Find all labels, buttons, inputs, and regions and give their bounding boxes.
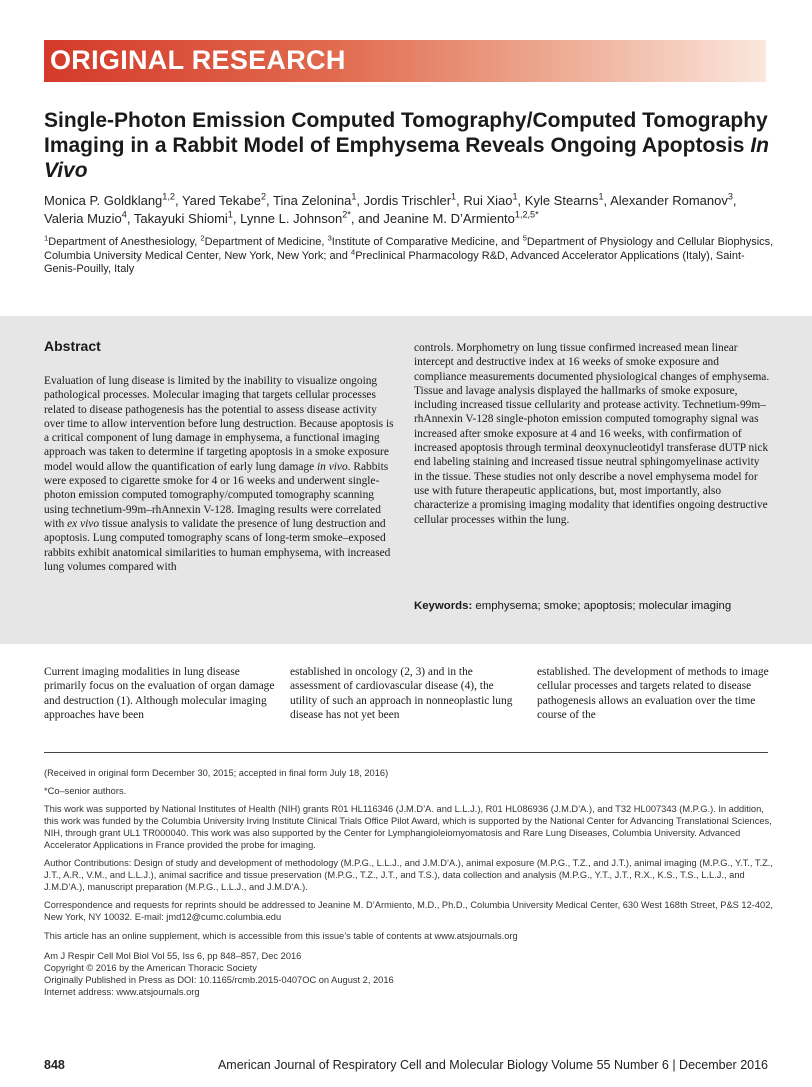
title-italic-text: In Vivo (44, 134, 769, 182)
citation-note: Am J Respir Cell Mol Biol Vol 55, Iss 6, pp 848–857, Dec 2016 (44, 951, 302, 961)
author-list (44, 192, 774, 228)
abstract-text: tissue analysis to validate the presence of lung destruction and apoptosis. Lung computed tomography scans of long-term smoke–exposed rabbits exhibit anatomical similarities to human emphysema, with increased lung volumes compared with (44, 517, 391, 573)
article-type-banner (44, 40, 766, 82)
author-affiliation-sup: 1 (512, 191, 518, 202)
author-name: Kyle Stearns (524, 193, 599, 208)
page-number: 848 (44, 1058, 65, 1072)
journal-footer: American Journal of Respiratory Cell and Molecular Biology Volume 55 Number 6 | December 2016 (217, 1058, 768, 1072)
contributions-note: Author Contributions: Design of study and development of methodology (M.P.G., L.L.J., and J.M.D’A.), animal exposure (M.P.G., T.Z., and J.T.), animal imaging (M.P.G., Y.T., T.Z., J.T., A.R., V.M., and L.L.J.), animal sacrifice and tissue preservation (M.P.G., T.Z., J.T., and T.S.), data collection and analysis (M.P.G., Y.T., J.T., R.X., K.S., T.S., L.L.J., and J.M.D’A.), manuscript preparation (M.P.G., L.L.J., and J.M.D’A.). (44, 858, 773, 892)
author-separator: , (517, 193, 525, 208)
affil-sup: 2 (200, 233, 205, 243)
correspondence-note: Correspondence and requests for reprints should be addressed to Jeanine M. D’Armiento, M.D., Ph.D., Columbia University Medical Center, 630 West 168th Street, P&S 12-402, New York, NY 10032. E-mail: jmd12@cumc.columbia.edu (44, 900, 773, 922)
body-column-3: established. The development of methods to image cellular processes and targets related to disease pathogenesis allows an evaluation over the time course of the (537, 666, 769, 722)
author-affiliation-sup: 1,2 (162, 191, 175, 202)
cosenior-note: *Co–senior authors. (44, 786, 127, 796)
author-name: Takayuki Shiomi (133, 211, 228, 226)
body-column-1: Current imaging modalities in lung disease primarily focus on the evaluation of organ damage and destruction (1). Although molecular imaging approaches have been (44, 666, 275, 722)
received-note: (Received in original form December 30, 2015; accepted in final form July 18, 2016) (44, 768, 389, 778)
affil-sup: 5 (522, 233, 527, 243)
author-separator: , (356, 193, 364, 208)
article-title (44, 108, 774, 183)
abstract-italic: in vivo (316, 460, 348, 473)
author-name: Tina Zelonina (273, 193, 352, 208)
author-separator: , (456, 193, 464, 208)
keywords-text: emphysema; smoke; apoptosis; molecular imaging (472, 600, 732, 612)
author-affiliation-sup: 2* (342, 209, 351, 220)
author-name: Monica P. Goldklang (44, 193, 163, 208)
author-separator: , (174, 193, 182, 208)
author-name: Rui Xiao (463, 193, 513, 208)
author-name: Yared Tekabe (181, 193, 261, 208)
author-name: Jordis Trischler (363, 193, 452, 208)
keywords-label: Keywords: (414, 600, 473, 612)
author-affiliation-sup: 2 (260, 191, 267, 202)
author-name: Alexander Romanov (610, 193, 728, 208)
author-separator: , (126, 211, 134, 226)
author-affiliation-sup: 1 (598, 191, 604, 202)
author-separator: , and (350, 211, 384, 226)
affil-sup: 4 (350, 246, 356, 256)
doi-note: Originally Published in Press as DOI: 10.1165/rcmb.2015-0407OC on August 2, 2016 (44, 975, 394, 985)
affil-text: Department of Medicine, (204, 236, 328, 248)
title-text: Single-Photon Emission Computed Tomography/Computed Tomography Imaging in a Rabbit Model of Emphysema Reveals Ongoing Apoptosis (44, 109, 768, 157)
author-affiliation-sup: 4 (121, 209, 127, 220)
author-affiliation-sup: 3 (727, 191, 733, 202)
affil-text: Institute of Comparative Medicine, and (331, 236, 523, 248)
author-affiliation-sup: 1 (227, 209, 233, 220)
abstract-text: . Rabbits were exposed to cigarette smoke for 4 or 16 weeks and underwent single-photon emission computed tomography/computed tomography scanning using technetium-99m–rhAnnexin V-128. Imaging results were correlated with (44, 460, 389, 530)
body-column-2: established in oncology (2, 3) and in the assessment of cardiovascular disease (4), the utility of such an approach in nonneoplastic lung disease has not yet been (290, 666, 513, 722)
author-separator: , (266, 193, 274, 208)
keywords (414, 600, 770, 612)
author-affiliation-sup: 1 (451, 191, 457, 202)
article-type-label: ORIGINAL RESEARCH (50, 45, 346, 75)
abstract-text: Evaluation of lung disease is limited by the inability to visualize ongoing pathological processes. Molecular imaging that targets cellular processes related to disease pathogenesis has the potential to assess disease activity over time to allow intervention before lung destruction. Because apoptosis is a critical component of lung damage in emphysema, a functional imaging approach was taken to determine if targeting apoptosis in a smoke exposure model would allow the quantification of early lung damage (44, 375, 394, 473)
affil-text: Department of Anesthesiology, (48, 236, 201, 248)
copyright-note: Copyright © 2016 by the American Thoracic Society (44, 963, 257, 973)
author-name: Jeanine M. D’Armiento (383, 211, 515, 226)
funding-note: This work was supported by National Institutes of Health (NIH) grants R01 HL116346 (J.M.D’A. and L.L.J.), R01 HL086936 (J.M.D’A.), and T32 HL007343 (M.P.G.). In addition, this work was funded by the Columbia University Irving Institute Clinical Trials Office Pilot Award, which is supported by the National Center for Advancing Translational Sciences, NIH, through grant UL1 TR000040. This work was also supported by the Center for Lymphangioleiomyomatosis and Rare Lung Diseases, Columbia University. Advanced Accelerator Applications in France provided the probe for imaging. (44, 804, 772, 850)
author-separator: , (732, 193, 737, 208)
author-affiliation-sup: 1 (351, 191, 357, 202)
footnote-divider (44, 752, 768, 753)
internet-note: Internet address: www.atsjournals.org (44, 987, 200, 997)
affiliations (44, 233, 774, 277)
affil-sup: 1 (44, 233, 49, 243)
affil-sup: 3 (327, 233, 332, 243)
abstract-column-1 (44, 374, 396, 574)
affil-text: Department of Physiology and Cellular Biophysics, Columbia University Medical Center, New York, New York; and (44, 236, 774, 262)
author-name: Lynne L. Johnson (240, 211, 343, 226)
affil-text: Preclinical Pharmacology R&D, Advanced Accelerator Applications (Italy), Saint-Genis-Pouilly, Italy (44, 249, 745, 275)
abstract-heading: Abstract (44, 338, 101, 354)
author-name: Valeria Muzio (44, 211, 122, 226)
author-separator: , (603, 193, 611, 208)
author-separator: , (232, 211, 241, 226)
abstract-italic: ex vivo (67, 517, 100, 530)
abstract-column-2: controls. Morphometry on lung tissue confirmed increased mean linear intercept and destructive index at 16 weeks of smoke exposure and compliance measurements documented physiological changes of emphysema. Tissue and lavage analysis displayed the hallmarks of smoke exposure, including increased tissue cellularity and protease activity. Technetium-99m–rhAnnexin V-128 single-photon emission computed tomography signal was increased after smoke exposure at 4 and 16 weeks, with confirmation of increased apoptosis through terminal deoxynucleotidyl transferase dUTP nick end labeling staining and increased tissue neutral sphingomyelinase activity in the tissue. These studies not only describe a novel emphysema model for use with future therapeutic applications, but, most importantly, also characterize a promising imaging modality that identifies ongoing destructive cellular processes within the lung. (414, 342, 770, 526)
supplement-note: This article has an online supplement, which is accessible from this issue’s table of contents at www.atsjournals.org (44, 931, 518, 941)
author-affiliation-sup: 1,2,5* (514, 209, 539, 220)
